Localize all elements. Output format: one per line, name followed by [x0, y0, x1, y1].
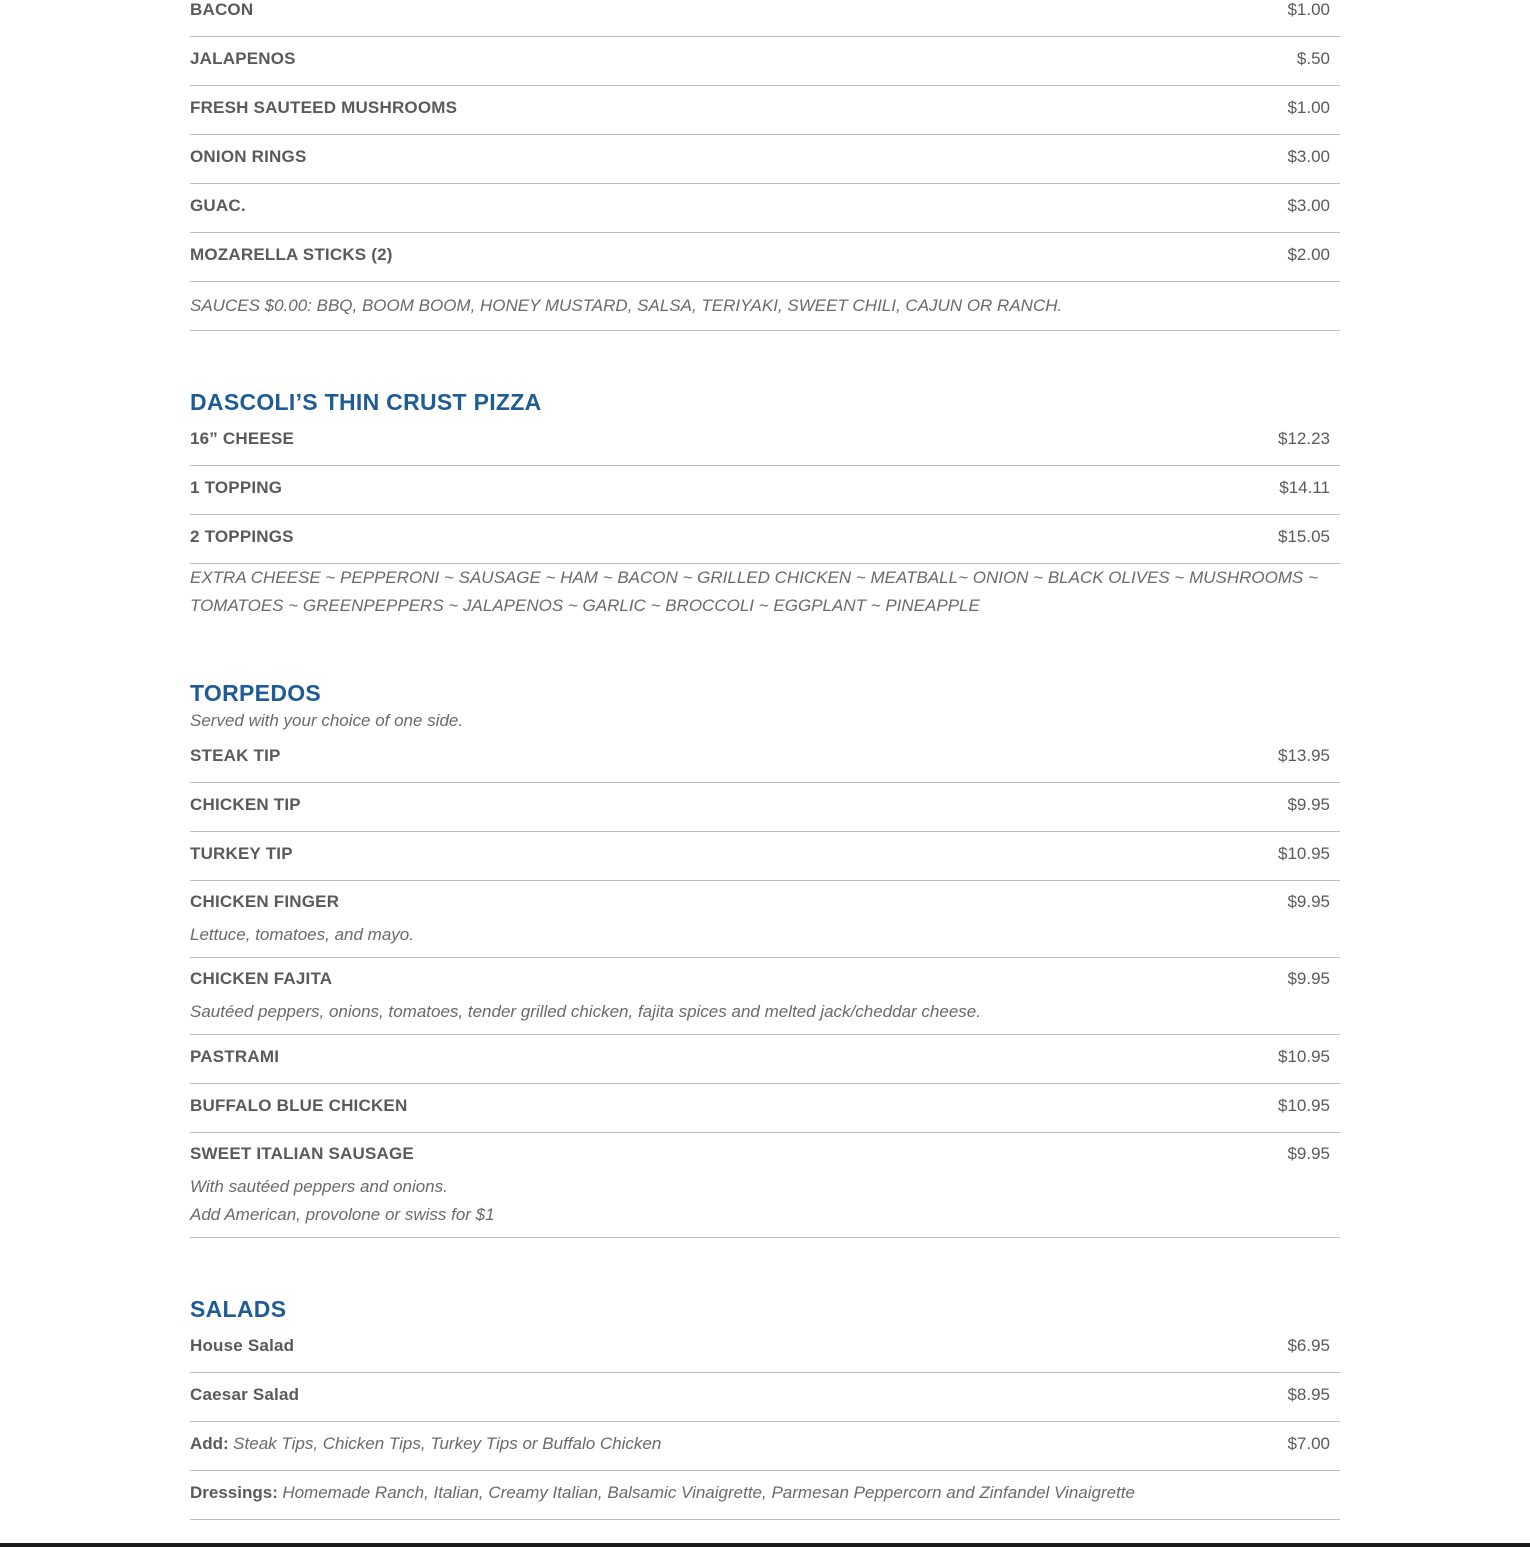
menu-item	[190, 466, 1340, 515]
item-price: $3.00	[1287, 196, 1330, 215]
item-name: 16” CHEESE	[190, 429, 295, 448]
item-name: TURKEY TIP	[190, 844, 293, 863]
item-price: $9.95	[1287, 969, 1330, 988]
item-price: $8.95	[1287, 1385, 1330, 1404]
item-name: ONION RINGS	[190, 147, 307, 166]
dressings-label: Dressings:	[190, 1483, 278, 1502]
item-name: House Salad	[190, 1336, 295, 1355]
torpedos-section	[190, 678, 1340, 1238]
item-description: Sautéed peppers, onions, tomatoes, tender grilled chicken, fajita spices and melted jack/cheddar cheese.	[190, 1002, 981, 1021]
item-name: CHICKEN FINGER	[190, 892, 340, 911]
item-price: $7.00	[1287, 1434, 1330, 1453]
item-price: $.50	[1296, 49, 1330, 68]
dressings-row	[190, 1471, 1340, 1520]
toppings-line: EXTRA CHEESE ~ PEPPERONI ~ SAUSAGE ~ HAM ~ BACON ~ GRILLED CHICKEN ~ MEATBALL~ ONION ~ BLACK OLIVES ~ MUSHROOMS ~	[190, 568, 1319, 587]
item-price: $9.95	[1287, 892, 1330, 911]
item-price: $10.95	[1278, 1096, 1330, 1115]
item-price: $10.95	[1278, 1047, 1330, 1066]
dressings-options: Homemade Ranch, Italian, Creamy Italian, Balsamic Vinaigrette, Parmesan Peppercorn and Zinfandel Vinaigrette	[282, 1483, 1135, 1502]
salad-add-row	[190, 1422, 1340, 1471]
item-description: Add American, provolone or swiss for $1	[190, 1205, 495, 1224]
menu-item	[190, 1373, 1340, 1422]
menu-item	[190, 233, 1340, 282]
item-name: PASTRAMI	[190, 1047, 280, 1066]
sauces-note: SAUCES $0.00: BBQ, BOOM BOOM, HONEY MUSTARD, SALSA, TERIYAKI, SWEET CHILI, CAJUN OR RANCH.	[190, 282, 1340, 331]
section-title: TORPEDOS	[190, 680, 322, 706]
item-name: FRESH SAUTEED MUSHROOMS	[190, 98, 458, 117]
item-name: CHICKEN FAJITA	[190, 969, 333, 988]
item-description: Lettuce, tomatoes, and mayo.	[190, 925, 414, 944]
item-price: $12.23	[1278, 429, 1330, 448]
item-price: $2.00	[1287, 245, 1330, 264]
item-price: $15.05	[1278, 527, 1330, 546]
bottom-divider	[0, 1543, 1530, 1547]
salads-section	[190, 1294, 1340, 1520]
item-name: STEAK TIP	[190, 746, 281, 765]
menu-page	[190, 0, 1340, 1520]
item-description: With sautéed peppers and onions.	[190, 1177, 448, 1196]
add-label: Add:	[190, 1434, 229, 1453]
item-price: $10.95	[1278, 844, 1330, 863]
menu-item	[190, 37, 1340, 86]
menu-item	[190, 1035, 1340, 1084]
menu-item	[190, 515, 1340, 564]
item-name: CHICKEN TIP	[190, 795, 301, 814]
item-name: 1 TOPPING	[190, 478, 283, 497]
menu-item	[190, 734, 1340, 783]
menu-item	[190, 1133, 1340, 1238]
menu-item	[190, 417, 1340, 466]
toppings-list	[190, 564, 1340, 620]
menu-item	[190, 783, 1340, 832]
item-price: $9.95	[1287, 795, 1330, 814]
dressings-text	[190, 1471, 1135, 1516]
item-price: $13.95	[1278, 746, 1330, 765]
item-price: $6.95	[1287, 1336, 1330, 1355]
menu-item	[190, 881, 1340, 958]
item-price: $1.00	[1287, 0, 1330, 19]
item-name: BACON	[190, 0, 254, 19]
item-name: Caesar Salad	[190, 1385, 300, 1404]
item-price: $3.00	[1287, 147, 1330, 166]
section-subtitle: Served with your choice of one side.	[190, 711, 464, 730]
item-price: $9.95	[1287, 1144, 1330, 1163]
menu-item	[190, 958, 1340, 1035]
salad-add-text	[190, 1422, 661, 1467]
item-name: SWEET ITALIAN SAUSAGE	[190, 1144, 414, 1163]
sides-section	[190, 0, 1340, 331]
item-name: JALAPENOS	[190, 49, 296, 68]
menu-item	[190, 86, 1340, 135]
menu-item	[190, 832, 1340, 881]
add-options: Steak Tips, Chicken Tips, Turkey Tips or Buffalo Chicken	[233, 1434, 662, 1453]
menu-item	[190, 0, 1340, 37]
item-name: 2 TOPPINGS	[190, 527, 294, 546]
item-price: $14.11	[1279, 478, 1330, 497]
item-name: GUAC.	[190, 196, 246, 215]
menu-item	[190, 1084, 1340, 1133]
item-price: $1.00	[1287, 98, 1330, 117]
menu-item	[190, 135, 1340, 184]
pizza-section	[190, 387, 1340, 620]
toppings-line: TOMATOES ~ GREENPEPPERS ~ JALAPENOS ~ GARLIC ~ BROCCOLI ~ EGGPLANT ~ PINEAPPLE	[190, 596, 980, 615]
section-title: DASCOLI’S THIN CRUST PIZZA	[190, 389, 542, 415]
item-name: BUFFALO BLUE CHICKEN	[190, 1096, 408, 1115]
menu-item	[190, 184, 1340, 233]
item-name: MOZARELLA STICKS (2)	[190, 245, 393, 264]
section-title: SALADS	[190, 1296, 287, 1322]
menu-item	[190, 1324, 1340, 1373]
